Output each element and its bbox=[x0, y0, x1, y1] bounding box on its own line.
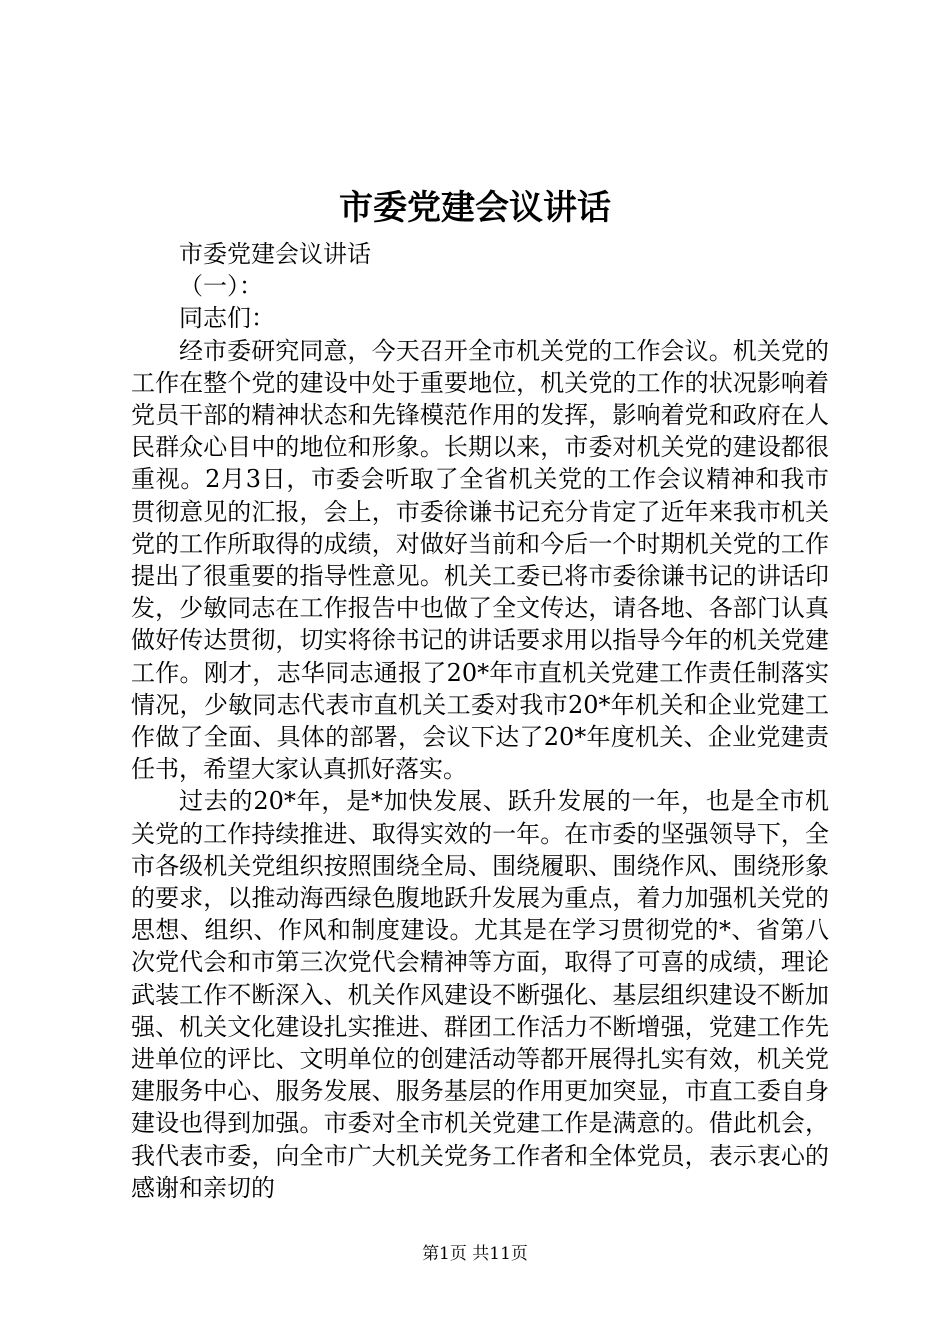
document-title: 市委党建会议讲话 bbox=[339, 188, 611, 228]
page-number: 第1页 共11页 bbox=[422, 1244, 528, 1264]
subtitle-line: 市委党建会议讲话 bbox=[179, 240, 371, 268]
salutation: 同志们： bbox=[179, 304, 275, 333]
body-paragraph: 经市委研究同意，今天召开全市机关党的工作会议。机关党的工作在整个党的建设中处于重要地位，机关党的工作的状况影响着党员干部的精神状态和先锋模范作用的发挥，影响着党和政府在人民群众心目中的地位和形象。长期以来，市委对机关党的建设都很重视。2月3日，市委会听取了全省机关党的工作会议精神和我市贯彻意见的汇报，会上，市委徐谦书记充分肯定了近年来我市机关党的工作所取得的成绩，对做好当前和今后一个时期机关党的工作提出了很重要的指导性意见。机关工委已将市委徐谦书记的讲话印发，少敏同志在工作报告中也做了全文传达，请各地、各部门认真做好传达贯彻，切实将徐书记的讲话要求用以指导今年的机关党建工作。刚才，志华同志通报了20*年市直机关党建工作责任制落实情况，少敏同志代表市直机关工委对我市20*年机关和企业党建工作做了全面、具体的部署，会议下达了20*年度机关、企业党建责任书，希望大家认真抓好落实。 bbox=[131, 336, 829, 784]
body-paragraph: 过去的20*年，是*加快发展、跃升发展的一年，也是全市机关党的工作持续推进、取得实效的一年。在市委的坚强领导下，全市各级机关党组织按照围绕全局、围绕履职、围绕作风、围绕形象的要求，以推动海西绿色腹地跃升发展为重点，着力加强机关党的思想、组织、作风和制度建设。尤其是在学习贯彻党的*、省第八次党代会和市第三次党代会精神等方面，取得了可喜的成绩，理论武装工作不断深入、机关作风建设不断强化、基层组织建设不断加强、机关文化建设扎实推进、群团工作活力不断增强，党建工作先进单位的评比、文明单位的创建活动等都开展得扎实有效，机关党建服务中心、服务发展、服务基层的作用更加突显，市直工委自身建设也得到加强。市委对全市机关党建工作是满意的。借此机会，我代表市委，向全市广大机关党务工作者和全体党员，表示衷心的感谢和亲切的 bbox=[131, 787, 829, 1202]
section-number: （一）： bbox=[179, 272, 263, 301]
document-body bbox=[131, 238, 829, 1204]
